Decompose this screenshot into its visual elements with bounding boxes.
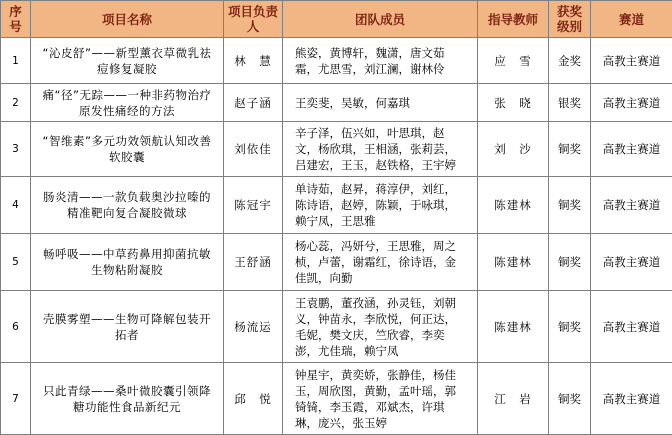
row-award: 铜奖 xyxy=(549,234,591,291)
table-row xyxy=(1,177,672,234)
row-track: 高教主赛道 xyxy=(591,363,672,435)
row-advisor: 江 岩 xyxy=(478,363,549,435)
row-lead: 刘依佳 xyxy=(224,122,283,177)
header-project-name: 项目名称 xyxy=(31,1,224,38)
row-project-name: 畅呼吸——中草药鼻用抑菌抗敏生物粘附凝胶 xyxy=(31,234,224,291)
row-index: 2 xyxy=(1,84,31,122)
row-track: 高教主赛道 xyxy=(591,234,672,291)
row-members: 钟星宇，黄奕娇，张静佳，杨佳玉，周欣图，黄勤，孟叶瑶，郭锜锜，李玉霞，邓斌杰，许琪琳，庞兴，张玉婷 xyxy=(283,363,478,435)
header-index: 序号 xyxy=(1,1,31,38)
row-advisor: 张 晓 xyxy=(478,84,549,122)
row-index: 7 xyxy=(1,363,31,435)
row-lead: 陈冠宇 xyxy=(224,177,283,234)
table-body xyxy=(1,38,672,435)
row-track: 高教主赛道 xyxy=(591,291,672,363)
row-lead: 杨流运 xyxy=(224,291,283,363)
row-track: 高教主赛道 xyxy=(591,38,672,84)
table-header xyxy=(1,1,672,38)
header-members: 团队成员 xyxy=(283,1,478,38)
header-lead: 项目负责人 xyxy=(224,1,283,38)
row-lead: 赵子涵 xyxy=(224,84,283,122)
row-award: 金奖 xyxy=(549,38,591,84)
row-track: 高教主赛道 xyxy=(591,84,672,122)
row-award: 铜奖 xyxy=(549,177,591,234)
row-award: 铜奖 xyxy=(549,122,591,177)
row-project-name: “沁皮舒”——新型薰衣草微乳祛痘修复凝胶 xyxy=(31,38,224,84)
row-members: 辛子泽，伍兴如，叶思琪，赵文，杨欣琪，王相涵，张莉芸，吕建宏，王玉，赵铁格，王宇婷 xyxy=(283,122,478,177)
header-award: 获奖级别 xyxy=(549,1,591,38)
row-project-name: “智维素”多元功效领航认知改善软胶囊 xyxy=(31,122,224,177)
header-track: 赛道 xyxy=(591,1,672,38)
table-row xyxy=(1,38,672,84)
row-index: 3 xyxy=(1,122,31,177)
row-award: 银奖 xyxy=(549,84,591,122)
row-advisor: 陈建林 xyxy=(478,177,549,234)
row-award: 铜奖 xyxy=(549,291,591,363)
row-members: 杨心蕊，冯妍兮，王思雅，周之桢，卢蕾，谢霜红，徐诗语，金佳凯，向勤 xyxy=(283,234,478,291)
row-track: 高教主赛道 xyxy=(591,177,672,234)
table-row xyxy=(1,363,672,435)
table-row xyxy=(1,84,672,122)
table-row xyxy=(1,234,672,291)
row-project-name: 肠炎清——一款负载奥沙拉嗪的精准靶向复合凝胶微球 xyxy=(31,177,224,234)
table-row xyxy=(1,291,672,363)
row-advisor: 应 雪 xyxy=(478,38,549,84)
row-members: 王奕斐，吴敏，何嘉琪 xyxy=(283,84,478,122)
row-advisor: 刘 沙 xyxy=(478,122,549,177)
row-index: 5 xyxy=(1,234,31,291)
header-row xyxy=(1,1,672,38)
row-lead: 王舒涵 xyxy=(224,234,283,291)
row-project-name: 只此青绿——桑叶微胶囊引领降糖功能性食品新纪元 xyxy=(31,363,224,435)
row-project-name: 壳膜雾塑——生物可降解包装开拓者 xyxy=(31,291,224,363)
row-advisor: 陈建林 xyxy=(478,234,549,291)
row-index: 1 xyxy=(1,38,31,84)
row-index: 4 xyxy=(1,177,31,234)
row-members: 熊姿，黄博轩，魏潇，唐文茹霜，尤思雪，刘江澜，谢林伶 xyxy=(283,38,478,84)
header-advisor: 指导教师 xyxy=(478,1,549,38)
row-index: 6 xyxy=(1,291,31,363)
row-members: 王袁鹏，董孜涵，孙灵钰，刘朝义，钟苗永，李欣悦，何正达，毛妮，樊文庆，竺欣睿，李奕澎，尤佳瑞，赖宁凤 xyxy=(283,291,478,363)
row-project-name: 痛“径”无踪——一种非药物治疗原发性痛经的方法 xyxy=(31,84,224,122)
row-lead: 林 慧 xyxy=(224,38,283,84)
row-advisor: 陈建林 xyxy=(478,291,549,363)
row-members: 单诗茹，赵昇，蒋淳伊，刘红，陈诗语，赵婷，陈颖，于咏琪，赖宁凤，王思雅 xyxy=(283,177,478,234)
row-track: 高教主赛道 xyxy=(591,122,672,177)
table-row xyxy=(1,122,672,177)
row-award: 铜奖 xyxy=(549,363,591,435)
row-lead: 邱 悦 xyxy=(224,363,283,435)
